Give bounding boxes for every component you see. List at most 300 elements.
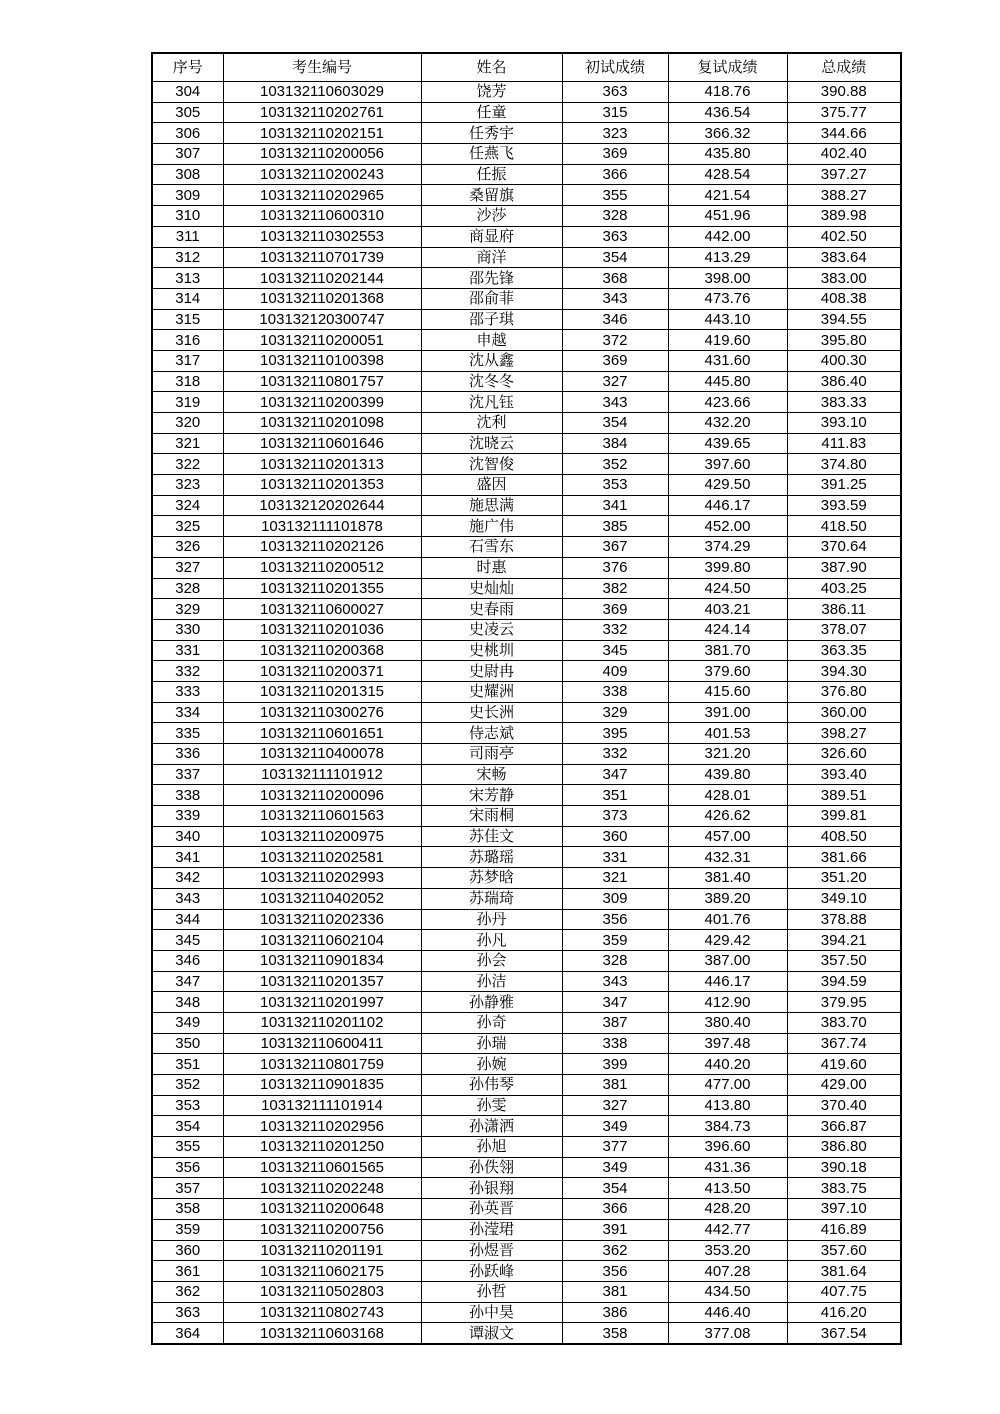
table-row <box>152 350 901 371</box>
table-row <box>152 516 901 537</box>
candidate-id: 103132110202965 <box>223 185 421 206</box>
table-row <box>152 288 901 309</box>
row-index: 347 <box>152 971 223 992</box>
total-score: 408.50 <box>787 826 901 847</box>
row-index: 322 <box>152 454 223 475</box>
initial-score: 341 <box>562 495 668 516</box>
candidate-name: 侍志斌 <box>421 723 562 744</box>
retest-score: 436.54 <box>668 102 787 123</box>
candidate-name: 史耀洲 <box>421 681 562 702</box>
table-row <box>152 226 901 247</box>
initial-score: 363 <box>562 226 668 247</box>
initial-score: 349 <box>562 1157 668 1178</box>
total-score: 400.30 <box>787 350 901 371</box>
initial-score: 351 <box>562 785 668 806</box>
retest-score: 396.60 <box>668 1137 787 1158</box>
table-row <box>152 930 901 951</box>
candidate-id: 103132110602175 <box>223 1261 421 1282</box>
table-row <box>152 495 901 516</box>
row-index: 326 <box>152 537 223 558</box>
candidate-id: 103132110801757 <box>223 371 421 392</box>
retest-score: 426.62 <box>668 806 787 827</box>
initial-score: 385 <box>562 516 668 537</box>
total-score: 367.54 <box>787 1323 901 1344</box>
candidate-id: 103132111101878 <box>223 516 421 537</box>
candidate-id: 103132110901834 <box>223 950 421 971</box>
table-row <box>152 619 901 640</box>
table-row <box>152 764 901 785</box>
retest-score: 439.80 <box>668 764 787 785</box>
initial-score: 382 <box>562 578 668 599</box>
table-row <box>152 557 901 578</box>
initial-score: 359 <box>562 930 668 951</box>
retest-score: 418.76 <box>668 82 787 103</box>
candidate-id: 103132110201191 <box>223 1240 421 1261</box>
initial-score: 367 <box>562 537 668 558</box>
candidate-id: 103132110300276 <box>223 702 421 723</box>
candidate-name: 司雨亭 <box>421 744 562 765</box>
initial-score: 354 <box>562 413 668 434</box>
table-row <box>152 992 901 1013</box>
candidate-id: 103132110202993 <box>223 868 421 889</box>
candidate-id: 103132110202144 <box>223 268 421 289</box>
total-score: 390.88 <box>787 82 901 103</box>
row-index: 329 <box>152 599 223 620</box>
initial-score: 347 <box>562 992 668 1013</box>
candidate-id: 103132110200648 <box>223 1199 421 1220</box>
candidate-name: 宋芳静 <box>421 785 562 806</box>
row-index: 335 <box>152 723 223 744</box>
initial-score: 328 <box>562 950 668 971</box>
initial-score: 323 <box>562 123 668 144</box>
initial-score: 369 <box>562 144 668 165</box>
candidate-id: 103132110201313 <box>223 454 421 475</box>
retest-score: 413.80 <box>668 1095 787 1116</box>
retest-score: 397.48 <box>668 1033 787 1054</box>
table-row <box>152 144 901 165</box>
retest-score: 389.20 <box>668 888 787 909</box>
row-index: 344 <box>152 909 223 930</box>
initial-score: 356 <box>562 909 668 930</box>
initial-score: 347 <box>562 764 668 785</box>
retest-score: 440.20 <box>668 1054 787 1075</box>
row-index: 349 <box>152 1012 223 1033</box>
total-score: 357.60 <box>787 1240 901 1261</box>
table-row <box>152 1157 901 1178</box>
candidate-id: 103132110200056 <box>223 144 421 165</box>
candidate-id: 103132110202956 <box>223 1116 421 1137</box>
total-score: 397.27 <box>787 164 901 185</box>
initial-score: 391 <box>562 1219 668 1240</box>
retest-score: 435.80 <box>668 144 787 165</box>
candidate-name: 任童 <box>421 102 562 123</box>
table-row <box>152 392 901 413</box>
row-index: 339 <box>152 806 223 827</box>
candidate-name: 孙奇 <box>421 1012 562 1033</box>
candidate-name: 史凌云 <box>421 619 562 640</box>
candidate-name: 苏璐瑶 <box>421 847 562 868</box>
row-index: 336 <box>152 744 223 765</box>
initial-score: 354 <box>562 1178 668 1199</box>
candidate-id: 103132110600411 <box>223 1033 421 1054</box>
initial-score: 328 <box>562 206 668 227</box>
table-row <box>152 1137 901 1158</box>
retest-score: 401.76 <box>668 909 787 930</box>
row-index: 306 <box>152 123 223 144</box>
row-index: 354 <box>152 1116 223 1137</box>
header-index: 序号 <box>152 53 223 82</box>
candidate-name: 苏佳文 <box>421 826 562 847</box>
table-row <box>152 1075 901 1096</box>
initial-score: 315 <box>562 102 668 123</box>
retest-score: 429.50 <box>668 475 787 496</box>
row-index: 325 <box>152 516 223 537</box>
row-index: 317 <box>152 350 223 371</box>
retest-score: 381.40 <box>668 868 787 889</box>
row-index: 304 <box>152 82 223 103</box>
retest-score: 407.28 <box>668 1261 787 1282</box>
table-row <box>152 475 901 496</box>
retest-score: 432.31 <box>668 847 787 868</box>
candidate-id: 103132110602104 <box>223 930 421 951</box>
total-score: 393.40 <box>787 764 901 785</box>
initial-score: 343 <box>562 288 668 309</box>
total-score: 418.50 <box>787 516 901 537</box>
candidate-id: 103132110202126 <box>223 537 421 558</box>
candidate-id: 103132110201997 <box>223 992 421 1013</box>
row-index: 359 <box>152 1219 223 1240</box>
candidate-name: 商显府 <box>421 226 562 247</box>
row-index: 345 <box>152 930 223 951</box>
total-score: 357.50 <box>787 950 901 971</box>
candidate-id: 103132110601565 <box>223 1157 421 1178</box>
candidate-id: 103132110600027 <box>223 599 421 620</box>
row-index: 350 <box>152 1033 223 1054</box>
total-score: 378.07 <box>787 619 901 640</box>
row-index: 348 <box>152 992 223 1013</box>
row-index: 321 <box>152 433 223 454</box>
retest-score: 452.00 <box>668 516 787 537</box>
row-index: 310 <box>152 206 223 227</box>
candidate-id: 103132111101914 <box>223 1095 421 1116</box>
total-score: 375.77 <box>787 102 901 123</box>
header-name: 姓名 <box>421 53 562 82</box>
initial-score: 387 <box>562 1012 668 1033</box>
candidate-id: 103132110200368 <box>223 640 421 661</box>
candidate-id: 103132110202151 <box>223 123 421 144</box>
table-row <box>152 1178 901 1199</box>
row-index: 312 <box>152 247 223 268</box>
row-index: 341 <box>152 847 223 868</box>
row-index: 364 <box>152 1323 223 1344</box>
candidate-id: 103132110603029 <box>223 82 421 103</box>
total-score: 389.51 <box>787 785 901 806</box>
retest-score: 413.50 <box>668 1178 787 1199</box>
retest-score: 442.00 <box>668 226 787 247</box>
candidate-name: 史春雨 <box>421 599 562 620</box>
candidate-name: 孙煜晋 <box>421 1240 562 1261</box>
total-score: 416.20 <box>787 1302 901 1323</box>
row-index: 343 <box>152 888 223 909</box>
retest-score: 384.73 <box>668 1116 787 1137</box>
total-score: 402.40 <box>787 144 901 165</box>
initial-score: 321 <box>562 868 668 889</box>
retest-score: 446.40 <box>668 1302 787 1323</box>
initial-score: 369 <box>562 350 668 371</box>
initial-score: 338 <box>562 681 668 702</box>
total-score: 407.75 <box>787 1281 901 1302</box>
candidate-id: 103132110202581 <box>223 847 421 868</box>
candidate-name: 苏瑞琦 <box>421 888 562 909</box>
candidate-id: 103132110400078 <box>223 744 421 765</box>
candidate-id: 103132110200051 <box>223 330 421 351</box>
candidate-name: 邵俞菲 <box>421 288 562 309</box>
total-score: 386.40 <box>787 371 901 392</box>
retest-score: 374.29 <box>668 537 787 558</box>
retest-score: 377.08 <box>668 1323 787 1344</box>
row-index: 361 <box>152 1261 223 1282</box>
row-index: 313 <box>152 268 223 289</box>
row-index: 320 <box>152 413 223 434</box>
retest-score: 424.50 <box>668 578 787 599</box>
table-row <box>152 806 901 827</box>
total-score: 395.80 <box>787 330 901 351</box>
candidate-name: 沙莎 <box>421 206 562 227</box>
candidate-id: 103132110201315 <box>223 681 421 702</box>
retest-score: 432.20 <box>668 413 787 434</box>
candidate-name: 时惠 <box>421 557 562 578</box>
candidate-id: 103132110701739 <box>223 247 421 268</box>
row-index: 363 <box>152 1302 223 1323</box>
table-row <box>152 1240 901 1261</box>
initial-score: 309 <box>562 888 668 909</box>
table-row <box>152 599 901 620</box>
table-row <box>152 1281 901 1302</box>
initial-score: 376 <box>562 557 668 578</box>
row-index: 352 <box>152 1075 223 1096</box>
candidate-name: 孙静雅 <box>421 992 562 1013</box>
table-row <box>152 433 901 454</box>
retest-score: 379.60 <box>668 661 787 682</box>
total-score: 408.38 <box>787 288 901 309</box>
candidate-name: 孙凡 <box>421 930 562 951</box>
initial-score: 353 <box>562 475 668 496</box>
retest-score: 412.90 <box>668 992 787 1013</box>
table-row <box>152 1033 901 1054</box>
row-index: 309 <box>152 185 223 206</box>
candidate-name: 宋畅 <box>421 764 562 785</box>
total-score: 394.21 <box>787 930 901 951</box>
candidate-id: 103132110502803 <box>223 1281 421 1302</box>
row-index: 351 <box>152 1054 223 1075</box>
retest-score: 457.00 <box>668 826 787 847</box>
candidate-id: 103132110200975 <box>223 826 421 847</box>
retest-score: 439.65 <box>668 433 787 454</box>
table-row <box>152 1261 901 1282</box>
initial-score: 345 <box>562 640 668 661</box>
candidate-name: 孙会 <box>421 950 562 971</box>
retest-score: 321.20 <box>668 744 787 765</box>
retest-score: 366.32 <box>668 123 787 144</box>
total-score: 402.50 <box>787 226 901 247</box>
total-score: 367.74 <box>787 1033 901 1054</box>
candidate-name: 史长洲 <box>421 702 562 723</box>
candidate-id: 103132110802743 <box>223 1302 421 1323</box>
row-index: 346 <box>152 950 223 971</box>
row-index: 357 <box>152 1178 223 1199</box>
initial-score: 332 <box>562 744 668 765</box>
initial-score: 368 <box>562 268 668 289</box>
row-index: 324 <box>152 495 223 516</box>
total-score: 363.35 <box>787 640 901 661</box>
row-index: 334 <box>152 702 223 723</box>
candidate-name: 孙婉 <box>421 1054 562 1075</box>
table-row <box>152 723 901 744</box>
table-row <box>152 971 901 992</box>
table-row <box>152 578 901 599</box>
retest-score: 446.17 <box>668 495 787 516</box>
row-index: 362 <box>152 1281 223 1302</box>
total-score: 388.27 <box>787 185 901 206</box>
candidate-name: 孙洁 <box>421 971 562 992</box>
row-index: 333 <box>152 681 223 702</box>
row-index: 358 <box>152 1199 223 1220</box>
candidate-id: 103132110202248 <box>223 1178 421 1199</box>
total-score: 381.64 <box>787 1261 901 1282</box>
total-score: 360.00 <box>787 702 901 723</box>
row-index: 323 <box>152 475 223 496</box>
table-body <box>152 82 901 1344</box>
retest-score: 387.00 <box>668 950 787 971</box>
total-score: 419.60 <box>787 1054 901 1075</box>
candidate-id: 103132110201102 <box>223 1012 421 1033</box>
table-row <box>152 247 901 268</box>
table-row <box>152 1095 901 1116</box>
row-index: 353 <box>152 1095 223 1116</box>
table-row <box>152 537 901 558</box>
total-score: 394.55 <box>787 309 901 330</box>
row-index: 327 <box>152 557 223 578</box>
candidate-id: 103132110200512 <box>223 557 421 578</box>
retest-score: 401.53 <box>668 723 787 744</box>
initial-score: 349 <box>562 1116 668 1137</box>
initial-score: 360 <box>562 826 668 847</box>
candidate-name: 沈从鑫 <box>421 350 562 371</box>
retest-score: 434.50 <box>668 1281 787 1302</box>
initial-score: 363 <box>562 82 668 103</box>
row-index: 307 <box>152 144 223 165</box>
candidate-id: 103132110200399 <box>223 392 421 413</box>
candidate-name: 孙哲 <box>421 1281 562 1302</box>
candidate-name: 饶芳 <box>421 82 562 103</box>
candidate-name: 沈晓云 <box>421 433 562 454</box>
total-score: 386.11 <box>787 599 901 620</box>
table-row <box>152 413 901 434</box>
initial-score: 381 <box>562 1281 668 1302</box>
candidate-name: 申越 <box>421 330 562 351</box>
candidate-name: 邵子琪 <box>421 309 562 330</box>
table-row <box>152 185 901 206</box>
header-initial-score: 初试成绩 <box>562 53 668 82</box>
candidate-id: 103132110200243 <box>223 164 421 185</box>
retest-score: 446.17 <box>668 971 787 992</box>
score-table <box>151 52 902 1345</box>
row-index: 328 <box>152 578 223 599</box>
candidate-name: 孙跃峰 <box>421 1261 562 1282</box>
total-score: 399.81 <box>787 806 901 827</box>
table-row <box>152 330 901 351</box>
candidate-name: 邵先锋 <box>421 268 562 289</box>
candidate-id: 103132110601651 <box>223 723 421 744</box>
total-score: 390.18 <box>787 1157 901 1178</box>
table-row <box>152 1199 901 1220</box>
candidate-name: 孙丹 <box>421 909 562 930</box>
row-index: 355 <box>152 1137 223 1158</box>
retest-score: 421.54 <box>668 185 787 206</box>
row-index: 342 <box>152 868 223 889</box>
candidate-id: 103132120300747 <box>223 309 421 330</box>
retest-score: 431.36 <box>668 1157 787 1178</box>
candidate-id: 103132110601563 <box>223 806 421 827</box>
initial-score: 354 <box>562 247 668 268</box>
candidate-id: 103132110202761 <box>223 102 421 123</box>
candidate-name: 任振 <box>421 164 562 185</box>
candidate-id: 103132110901835 <box>223 1075 421 1096</box>
row-index: 305 <box>152 102 223 123</box>
table-row <box>152 785 901 806</box>
table-row <box>152 454 901 475</box>
initial-score: 373 <box>562 806 668 827</box>
candidate-name: 孙旭 <box>421 1137 562 1158</box>
retest-score: 424.14 <box>668 619 787 640</box>
candidate-name: 孙瑞 <box>421 1033 562 1054</box>
candidate-name: 沈凡钰 <box>421 392 562 413</box>
candidate-id: 103132110201098 <box>223 413 421 434</box>
header-retest-score: 复试成绩 <box>668 53 787 82</box>
retest-score: 397.60 <box>668 454 787 475</box>
table-row <box>152 102 901 123</box>
retest-score: 398.00 <box>668 268 787 289</box>
table-row <box>152 950 901 971</box>
total-score: 383.33 <box>787 392 901 413</box>
retest-score: 413.29 <box>668 247 787 268</box>
row-index: 337 <box>152 764 223 785</box>
retest-score: 451.96 <box>668 206 787 227</box>
row-index: 319 <box>152 392 223 413</box>
total-score: 394.30 <box>787 661 901 682</box>
total-score: 366.87 <box>787 1116 901 1137</box>
initial-score: 366 <box>562 1199 668 1220</box>
candidate-name: 孙潇洒 <box>421 1116 562 1137</box>
candidate-id: 103132110600310 <box>223 206 421 227</box>
candidate-name: 任秀宇 <box>421 123 562 144</box>
initial-score: 384 <box>562 433 668 454</box>
candidate-name: 孙雯 <box>421 1095 562 1116</box>
table-row <box>152 82 901 103</box>
total-score: 379.95 <box>787 992 901 1013</box>
candidate-id: 103132110801759 <box>223 1054 421 1075</box>
initial-score: 327 <box>562 371 668 392</box>
row-index: 308 <box>152 164 223 185</box>
candidate-name: 宋雨桐 <box>421 806 562 827</box>
total-score: 326.60 <box>787 744 901 765</box>
candidate-name: 商洋 <box>421 247 562 268</box>
initial-score: 372 <box>562 330 668 351</box>
retest-score: 423.66 <box>668 392 787 413</box>
total-score: 386.80 <box>787 1137 901 1158</box>
row-index: 331 <box>152 640 223 661</box>
table-row <box>152 868 901 889</box>
